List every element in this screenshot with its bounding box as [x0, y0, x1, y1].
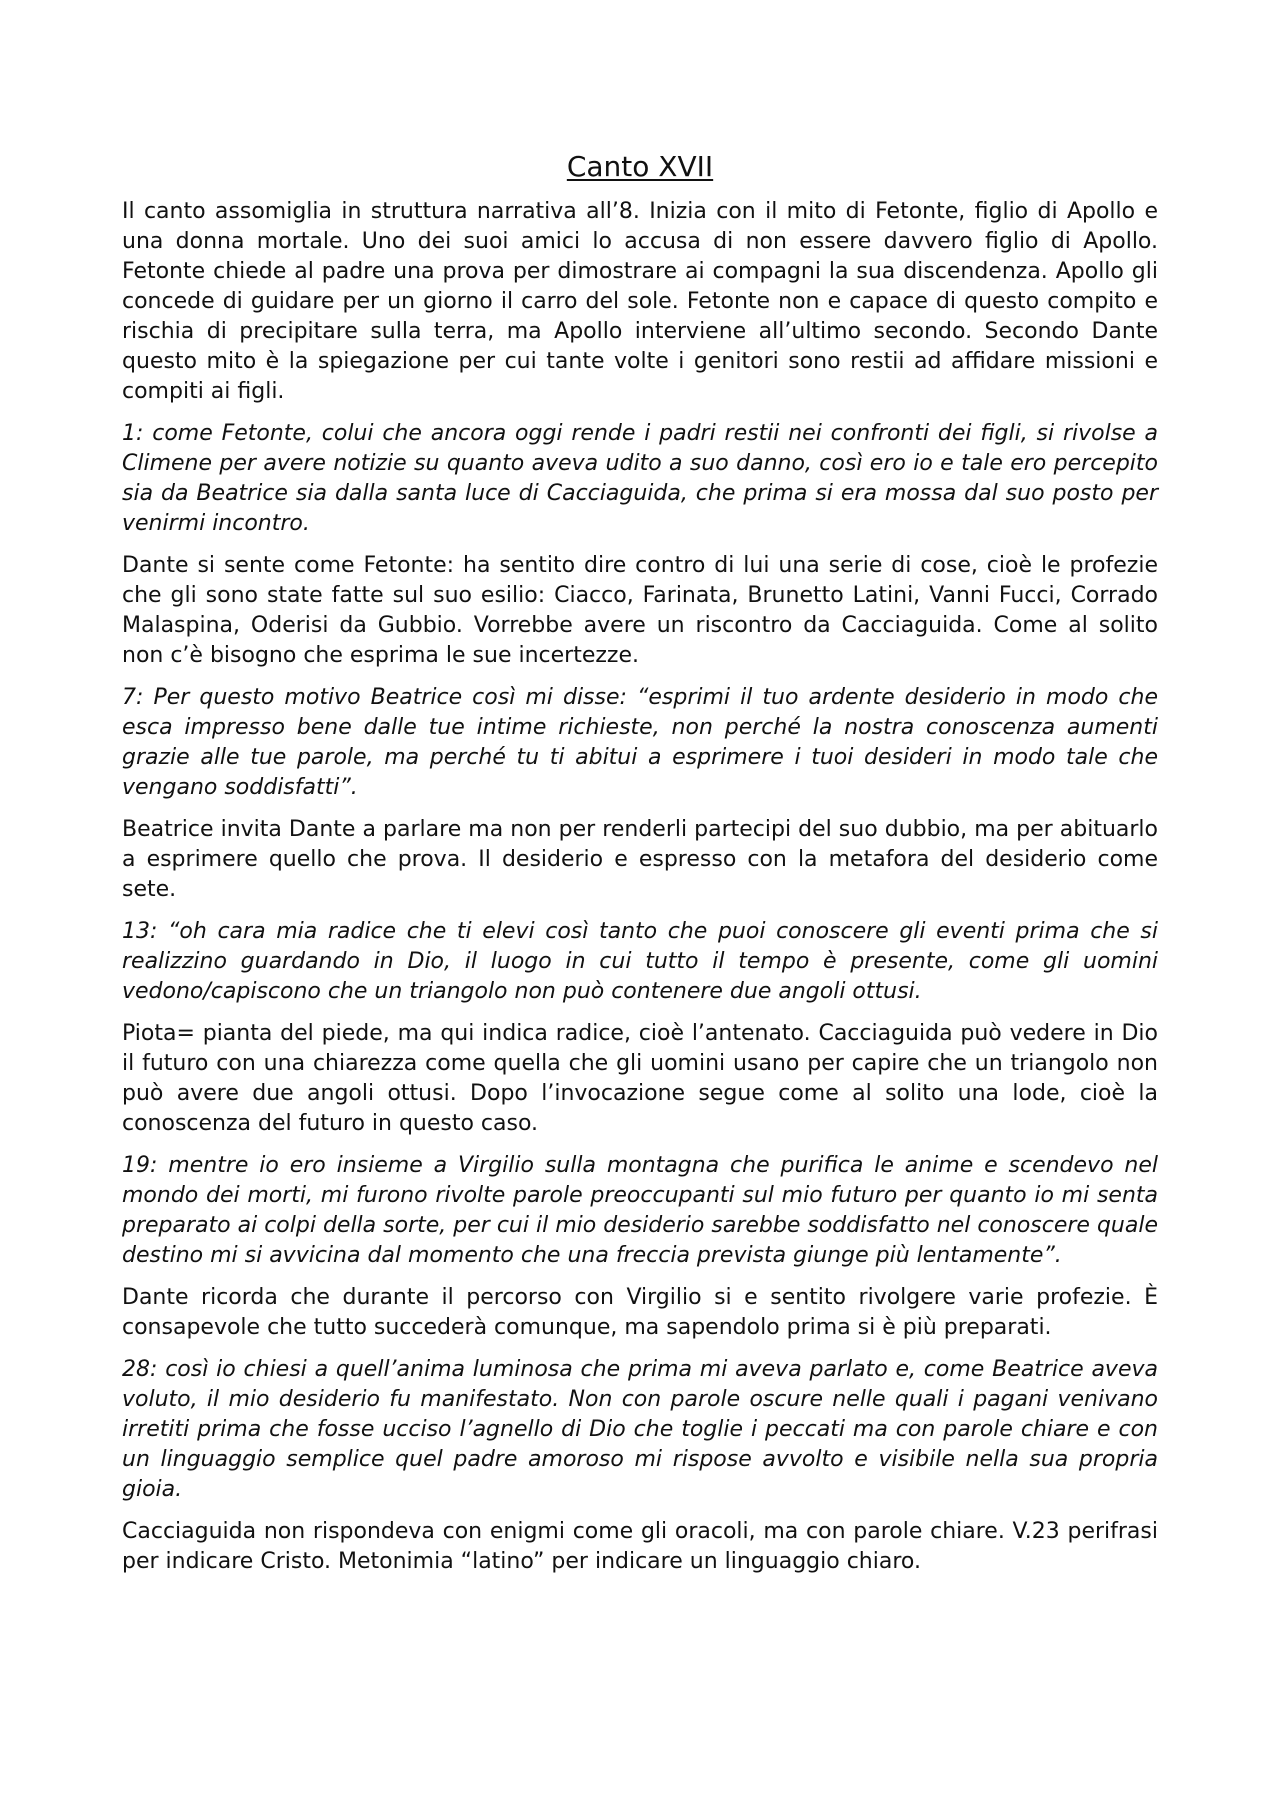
paragraph-verse-13: 13: “oh cara mia radice che ti elevi così tanto che puoi conoscere gli eventi prima che si realizzino guardando in Dio, il luogo in cui tutto il tempo è presente, come gli uomini vedono/capiscono che un triangolo non può contenere due angoli ottusi.	[122, 918, 1158, 1004]
paragraph-verse-28: 28: così io chiesi a quell’anima luminosa che prima mi aveva parlato e, come Beatrice aveva voluto, il mio desiderio fu manifestato. Non con parole oscure nelle quali i pagani venivano irretiti prima che fosse ucciso l’agnello di Dio che toglie i peccati ma con parole chiare e con un linguaggio semplice quel padre amoroso mi rispose avvolto e visibile nella sua propria gioia.	[122, 1356, 1158, 1502]
paragraph-comment-13: Piota= pianta del piede, ma qui indica radice, cioè l’antenato. Cacciaguida può vedere in Dio il futuro con una chiarezza come quella che gli uomini usano per capire che un triangolo non può avere due angoli ottusi. Dopo l’invocazione segue come al solito una lode, cioè la conoscenza del futuro in questo caso.	[122, 1020, 1158, 1136]
paragraph-verse-1: 1: come Fetonte, colui che ancora oggi rende i padri restii nei confronti dei figli, si rivolse a Climene per avere notizie su quanto aveva udito a suo danno, così ero io e tale ero percepito sia da Beatrice sia dalla santa luce di Cacciaguida, che prima si era mossa dal suo posto per venirmi incontro.	[122, 420, 1158, 536]
paragraph-comment-28: Cacciaguida non rispondeva con enigmi come gli oracoli, ma con parole chiare. V.23 perifrasi per indicare Cristo. Metonimia “latino” per indicare un linguaggio chiaro.	[122, 1518, 1158, 1574]
paragraph-intro: Il canto assomiglia in struttura narrativa all’8. Inizia con il mito di Fetonte, figlio di Apollo e una donna mortale. Uno dei suoi amici lo accusa di non essere davvero figlio di Apollo. Fetonte chiede al padre una prova per dimostrare ai compagni la sua discendenza. Apollo gli concede di guidare per un giorno il carro del sole. Fetonte non e capace di questo compito e rischia di precipitare sulla terra, ma Apollo interviene all’ultimo secondo. Secondo Dante questo mito è la spiegazione per cui tante volte i genitori sono restii ad affidare missioni e compiti ai figli.	[122, 198, 1158, 404]
paragraph-verse-7: 7: Per questo motivo Beatrice così mi disse: “esprimi il tuo ardente desiderio in modo che esca impresso bene dalle tue intime richieste, non perché la nostra conoscenza aumenti grazie alle tue parole, ma perché tu ti abitui a esprimere i tuoi desideri in modo tale che vengano soddisfatti”.	[122, 684, 1158, 800]
document-page	[122, 150, 1158, 1589]
page-title: Canto XVII	[566, 150, 714, 183]
paragraph-comment-19: Dante ricorda che durante il percorso con Virgilio si e sentito rivolgere varie profezie. È consapevole che tutto succederà comunque, ma sapendolo prima si è più preparati.	[122, 1284, 1158, 1340]
paragraph-comment-1: Dante si sente come Fetonte: ha sentito dire contro di lui una serie di cose, cioè le profezie che gli sono state fatte sul suo esilio: Ciacco, Farinata, Brunetto Latini, Vanni Fucci, Corrado Malaspina, Oderisi da Gubbio. Vorrebbe avere un riscontro da Cacciaguida. Come al solito non c’è bisogno che esprima le sue incertezze.	[122, 552, 1158, 668]
paragraph-comment-7: Beatrice invita Dante a parlare ma non per renderli partecipi del suo dubbio, ma per abituarlo a esprimere quello che prova. Il desiderio e espresso con la metafora del desiderio come sete.	[122, 816, 1158, 902]
paragraph-verse-19: 19: mentre io ero insieme a Virgilio sulla montagna che purifica le anime e scendevo nel mondo dei morti, mi furono rivolte parole preoccupanti sul mio futuro per quanto io mi senta preparato ai colpi della sorte, per cui il mio desiderio sarebbe soddisfatto nel conoscere quale destino mi si avvicina dal momento che una freccia prevista giunge più lentamente”.	[122, 1152, 1158, 1268]
